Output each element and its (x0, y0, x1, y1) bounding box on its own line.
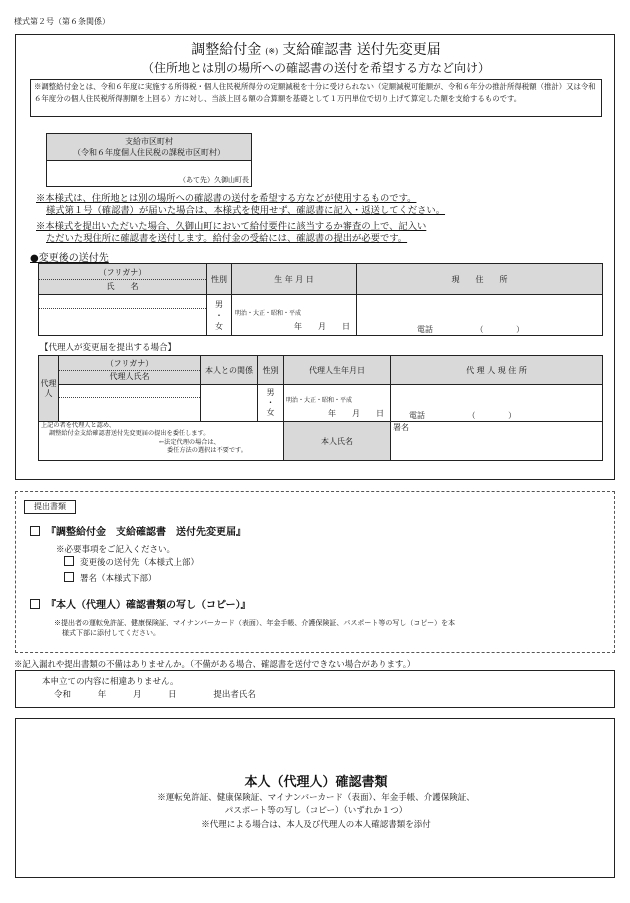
main-form-box (15, 34, 615, 480)
id-box-line-2: パスポート等の写し（コピー）（いずれか１つ） (224, 806, 408, 816)
declaration-date[interactable]: 令和 年 月 日 提出者氏名 (54, 690, 256, 700)
agent-dob-header: 代理人生年月日 (284, 356, 391, 385)
item-1-note: ※必要事項をご記入ください。 (56, 545, 176, 555)
submission-section (15, 491, 615, 653)
item-1-checkbox[interactable] (30, 526, 40, 536)
municipality-addressee: （あて先）久御山町長 (47, 161, 252, 187)
item-2: 『本人（代理人）確認書類の写し（コピー）』 (30, 596, 251, 611)
furigana-label: （フリガナ） (39, 266, 206, 280)
section-title: ●変更後の送付先 (30, 253, 109, 264)
sub-2-checkbox[interactable] (64, 572, 74, 582)
agent-side-label: 代理人 (39, 356, 59, 422)
sex-choice[interactable]: 男 ・ 女 (207, 295, 232, 336)
declaration-text: 本申立ての内容に相違ありません。 (42, 677, 179, 687)
agent-dob-input[interactable]: 明治・大正・昭和・平成 年 月 日 (284, 385, 391, 422)
sub-1-checkbox[interactable] (64, 556, 74, 566)
id-document-box[interactable] (15, 718, 615, 878)
furigana-input[interactable] (39, 295, 206, 309)
municipality-box (46, 133, 252, 187)
item-2-checkbox[interactable] (30, 599, 40, 609)
agent-name-label: 代理人氏名 (109, 371, 150, 381)
dob-header: 生 年 月 日 (232, 264, 357, 295)
notice-1: ※本様式は、住所地とは別の場所への確認書の送付を希望する方などが使用するものです。 様式第１号（確認書）が届いた場合は、本様式を使用せず、確認書に記入・返送してください。 (36, 193, 446, 216)
agent-table (38, 355, 603, 461)
item-1-sub-1: 変更後の送付先（本様式上部） (64, 556, 199, 568)
id-box-line-1: ※運転免許証、健康保険証、マイナンバーカード（表面）、年金手帳、介護保険証、 (157, 793, 475, 803)
applicant-table (38, 263, 603, 336)
declaration-box (15, 670, 615, 708)
municipality-header-2: （令和６年度個人住民税の課税市区町村） (73, 148, 225, 157)
relation-header: 本人との関係 (201, 356, 258, 385)
form-number: 様式第２号（第６条関係） (14, 17, 110, 26)
agent-sex-choice[interactable]: 男 ・ 女 (258, 385, 284, 422)
definition-note: ※調整給付金とは、令和６年度に実施する所得税・個人住民税所得分の定額減税を十分に受けられない（定額減税可能額が、令和６年分の推計所得税額（推計）又は令和６年度分の個人住民税所得割額を上回る）方に対し、当該上回る額の合算額を基礎として１万円単位で切り上げて算定した額を支給するものです。 (30, 79, 602, 117)
warning-text: ※記入漏れや提出書類の不備はありませんか。（不備がある場合、確認書を送付できない場合があります。） (14, 659, 416, 669)
name-input[interactable] (39, 309, 206, 335)
agent-furigana-input[interactable] (59, 385, 200, 398)
signature-field[interactable]: 署名 (391, 422, 603, 461)
delegation-text: 上記の者を代理人と認め、 調整給付金支給確認書送付先変更届の提出を委任します。 ←法定代理の場合は、 委任方法の選択は不要です。 (39, 422, 284, 461)
agent-address-input[interactable]: 電話 （ ） (391, 385, 603, 422)
agent-sex-header: 性別 (258, 356, 284, 385)
dob-input[interactable]: 明治・大正・昭和・平成 年 月 日 (232, 295, 357, 336)
item-2-note: ※提出者の運転免許証、健康保険証、マイナンバーカード（表面）、年金手帳、介護保険証、パスポート等の写し（コピー）を本 様式下部に添付してください。 (54, 619, 456, 637)
id-box-line-3: ※代理による場合は、本人及び代理人の本人確認書類を添付 (201, 820, 431, 830)
address-header: 現 住 所 (357, 264, 603, 295)
id-box-title: 本人（代理人）確認書類 (244, 775, 388, 790)
form-subtitle: （住所地とは別の場所への確認書の送付を希望する方など向け） (141, 61, 490, 75)
agent-name-input[interactable] (59, 398, 200, 421)
name-label: 氏 名 (106, 281, 139, 291)
item-1-sub-2: 署名（本様式下部） (64, 572, 157, 584)
principal-name-label: 本人氏名 (284, 422, 391, 461)
agent-heading: 【代理人が変更届を提出する場合】 (40, 343, 177, 353)
address-input[interactable]: 電話 （ ） (357, 295, 603, 336)
agent-furigana-label: （フリガナ） (59, 358, 200, 371)
item-1: 『調整給付金 支給確認書 送付先変更届』 (30, 523, 246, 538)
agent-address-header: 代 理 人 現 住 所 (391, 356, 603, 385)
notice-2: ※本様式を提出いただいた場合、久御山町において給付要件に該当するか審査の上で、記入い ただいた現住所に確認書を送付します。給付金の受給には、確認書の提出が必要です。 (36, 221, 427, 244)
municipality-header-1: 支給市区町村 (125, 137, 173, 146)
form-title: 調整給付金 (※) 支給確認書 送付先変更届 (191, 42, 441, 58)
submission-label: 提出書類 (24, 500, 76, 514)
relation-input[interactable] (201, 385, 258, 422)
sex-header: 性別 (207, 264, 232, 295)
